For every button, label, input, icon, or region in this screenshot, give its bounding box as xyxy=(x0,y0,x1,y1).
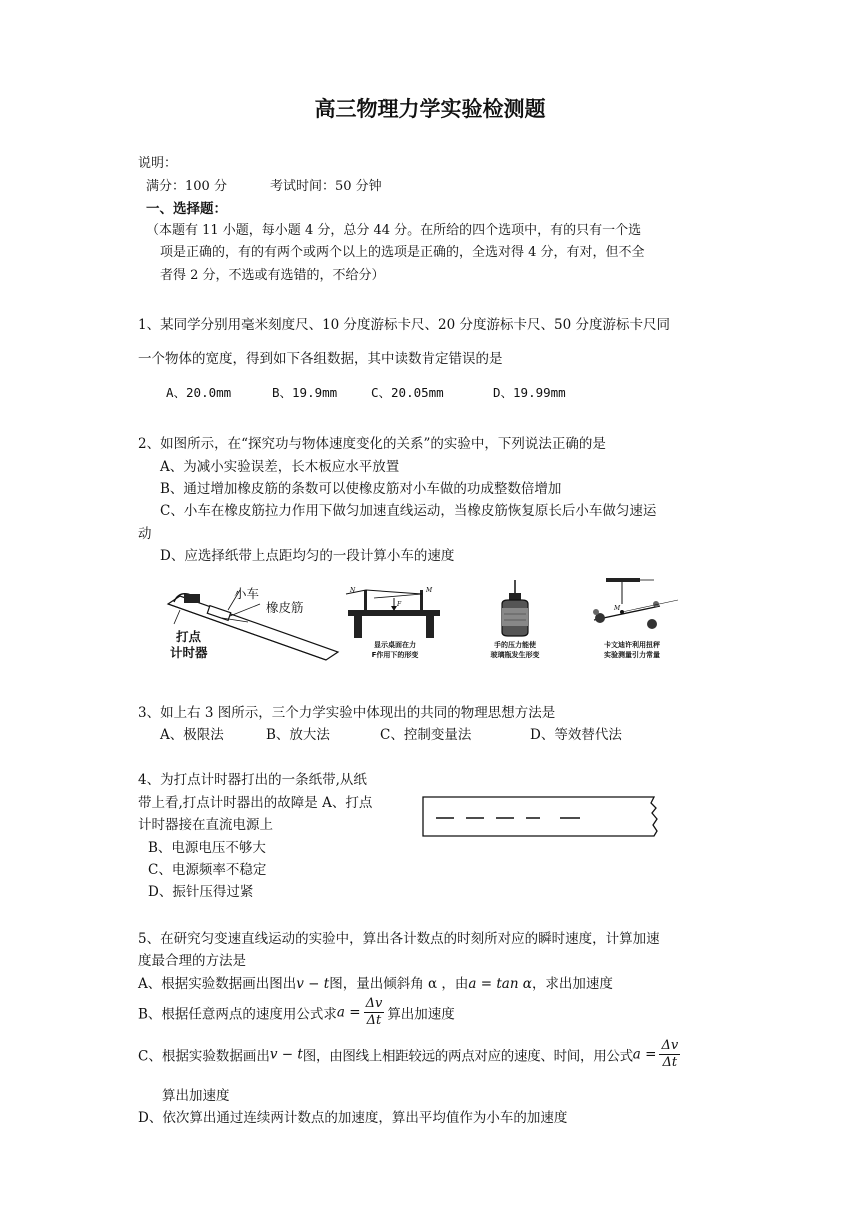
label-cart: 小车 xyxy=(234,586,260,601)
fig2-label-m: M xyxy=(426,587,433,594)
q1-line-1: 1、某同学分别用毫米刻度尺、10 分度游标卡尺、20 分度游标卡尺、50 分度游标卡尺同 xyxy=(138,317,670,333)
q5-b-prefix: B、根据任意两点的速度用公式求 xyxy=(138,1006,337,1023)
q4-line-2: 带上看,打点计时器出的故障是 A、打点 xyxy=(138,795,373,811)
q3-option-a: A、极限法 xyxy=(160,727,224,743)
fig2-label-n: N xyxy=(350,587,356,594)
fig4-label-m: M xyxy=(614,605,621,612)
q4-option-d: D、振针压得过紧 xyxy=(148,884,254,900)
q5-b-fraction xyxy=(364,996,385,1029)
q2-option-d: D、应选择纸带上点距均匀的一段计算小车的速度 xyxy=(160,548,455,564)
label-timer-2: 计时器 xyxy=(170,645,208,660)
fig4-caption-1: 卡文迪许利用扭秤 xyxy=(604,641,660,649)
q3-option-b: B、放大法 xyxy=(266,727,330,743)
q5-c-prefix: C、根据实验数据画出 xyxy=(138,1048,270,1065)
fig3-caption-2: 玻璃瓶发生形变 xyxy=(490,651,540,659)
figure-bottle xyxy=(480,578,550,640)
q5-option-c xyxy=(138,1038,683,1071)
q1-option-a: A、20.0mm xyxy=(166,385,232,400)
intro-time: 考试时间：50 分钟 xyxy=(270,179,382,194)
intro-label: 说明： xyxy=(138,156,178,171)
rules-line-3: 者得 2 分，不选或有选错的，不给分） xyxy=(160,268,385,283)
q5-line-2: 度最合理的方法是 xyxy=(138,953,246,969)
q5-option-b xyxy=(138,996,455,1029)
q2-stem: 2、如图所示，在“探究功与物体速度变化的关系”的实验中，下列说法正确的是 xyxy=(138,436,606,452)
q2-option-b: B、通过增加橡皮筋的条数可以使橡皮筋对小车做的功成整数倍增加 xyxy=(160,481,562,497)
q5-c-num: Δv xyxy=(661,1038,679,1053)
figure-torsion-balance xyxy=(584,576,680,636)
intro-score: 满分：100 分 xyxy=(146,179,227,194)
q5-c-mid: 图，由图线上相距较远的两点对应的速度、时间，用公式 xyxy=(302,1048,633,1065)
figure-paper-tape xyxy=(422,795,662,837)
q5-b-num: Δv xyxy=(365,996,383,1011)
q2-option-c-line2: 动 xyxy=(138,526,152,542)
q5-option-d: D、依次算出通过连续两计数点的加速度，算出平均值作为小车的加速度 xyxy=(138,1110,568,1126)
rules-line-1: （本题有 11 小题，每小题 4 分，总分 44 分。在所给的四个选项中，有的只有一个选 xyxy=(146,223,642,238)
q5-line-1: 5、在研究匀变速直线运动的实验中，算出各计数点的时刻所对应的瞬时速度，计算加速 xyxy=(138,931,660,947)
q1-line-2: 一个物体的宽度，得到如下各组数据，其中读数肯定错误的是 xyxy=(138,351,503,367)
label-rubber-band: 橡皮筋 xyxy=(266,600,304,615)
q2-option-a: A、为减小实验误差，长木板应水平放置 xyxy=(160,459,400,475)
q4-option-c: C、电源频率不稳定 xyxy=(148,862,267,878)
q3-option-c: C、控制变量法 xyxy=(380,727,472,743)
page-title: 高三物理力学实验检测题 xyxy=(314,96,546,121)
q4-option-b: B、电源电压不够大 xyxy=(148,840,266,856)
q1-option-b: B、19.9mm xyxy=(272,385,338,400)
q5-c-vt: v − t xyxy=(269,1046,303,1063)
q5-option-a xyxy=(138,972,613,992)
fig3-caption-1: 手的压力能使 xyxy=(494,641,536,649)
q5-b-a-eq: a = xyxy=(336,1004,361,1021)
label-timer-1: 打点 xyxy=(176,629,202,644)
q5-a-mid2: ，求出加速度 xyxy=(531,976,613,992)
figure-table-deformation xyxy=(344,584,444,639)
q5-option-c-suffix: 算出加速度 xyxy=(162,1088,230,1104)
q4-line-1: 4、为打点计时器打出的一条纸带,从纸 xyxy=(138,772,367,788)
section-heading: 一、选择题： xyxy=(146,201,227,217)
rules-line-2: 项是正确的，有的有两个或两个以上的选项是正确的，全选对得 4 分，有对，但不全 xyxy=(160,245,645,260)
fig2-caption-2: F作用下的形变 xyxy=(371,651,419,659)
q5-a-prefix: A、根据实验数据画出图出 xyxy=(138,976,297,992)
q5-c-a-eq: a = xyxy=(632,1046,657,1063)
q4-line-3: 计时器接在直流电源上 xyxy=(138,817,273,833)
q5-c-fraction xyxy=(659,1038,680,1071)
q5-c-den: Δt xyxy=(662,1055,678,1070)
q5-b-suffix: 算出加速度 xyxy=(387,1006,455,1023)
q3-stem: 3、如上右 3 图所示，三个力学实验中体现出的共同的物理思想方法是 xyxy=(138,705,556,721)
q1-option-d: D、19.99mm xyxy=(493,385,566,400)
q5-b-den: Δt xyxy=(366,1013,382,1028)
fig4-caption-2: 实验测量引力常量 xyxy=(604,651,660,659)
q2-option-c-line1: C、小车在橡皮筋拉力作用下做匀加速直线运动，当橡皮筋恢复原长后小车做匀速运 xyxy=(160,503,657,519)
q3-option-d: D、等效替代法 xyxy=(530,727,622,743)
fig2-caption-1: 显示桌面在力 xyxy=(374,641,416,649)
q5-a-mid1: 图，量出倾斜角 α ，由 xyxy=(329,976,469,992)
q5-a-vt: v − t xyxy=(296,976,330,992)
q1-option-c: C、20.05mm xyxy=(371,385,444,400)
fig2-label-f: F xyxy=(397,601,402,608)
q5-a-formula: a = tan α xyxy=(468,976,532,992)
